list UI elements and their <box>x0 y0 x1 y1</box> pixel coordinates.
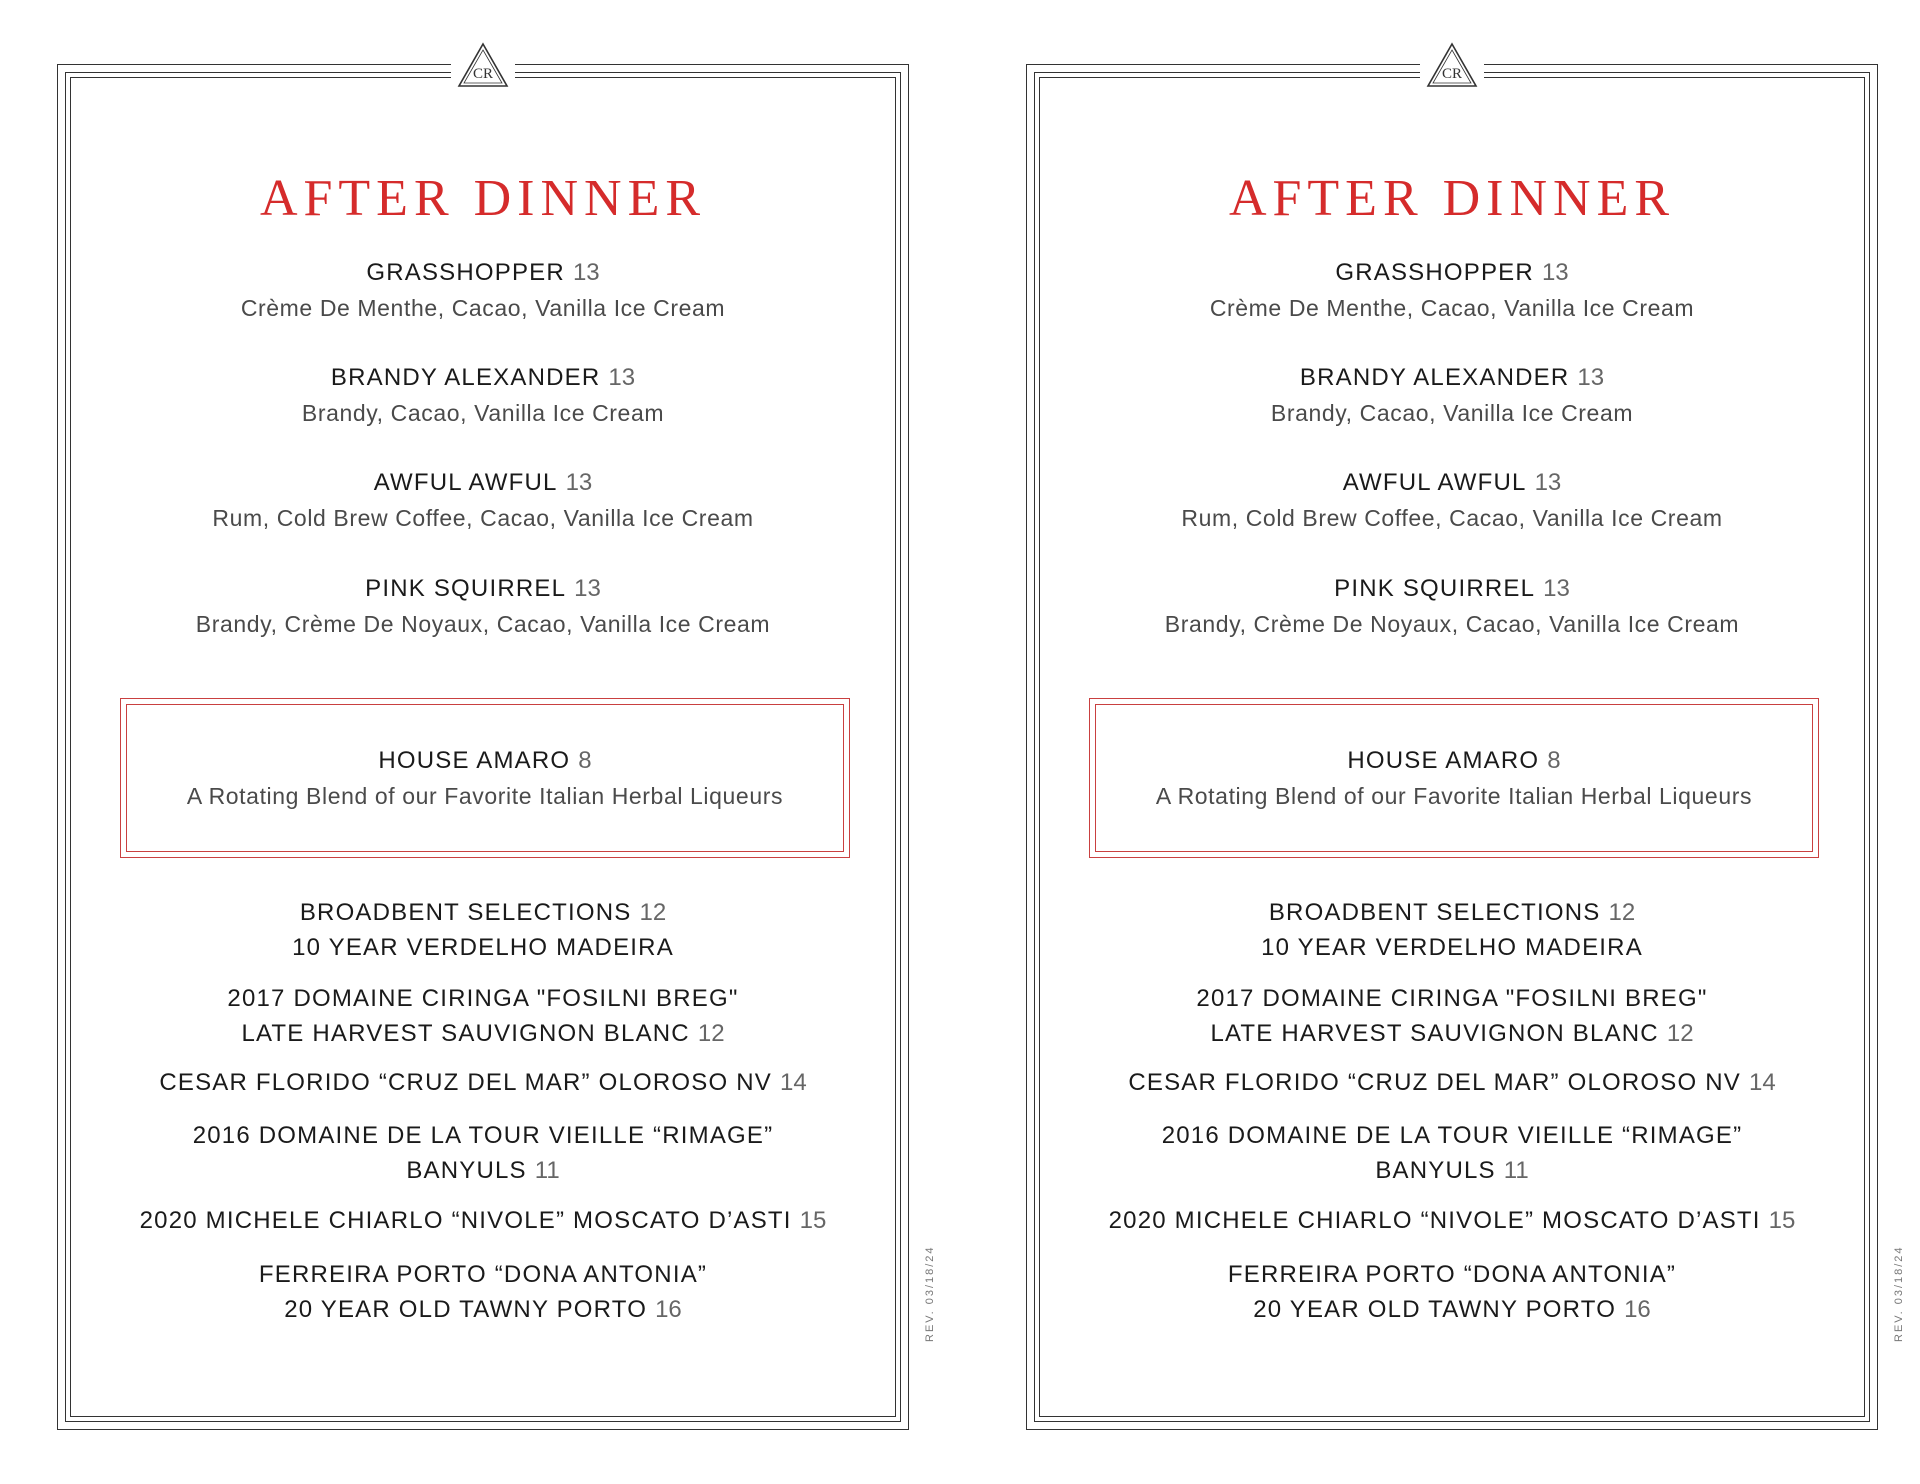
item-price: 13 <box>1543 575 1570 602</box>
wine-detail: BANYULS <box>406 1157 527 1184</box>
wine-price: 12 <box>697 1020 725 1047</box>
item-price: 8 <box>578 747 592 774</box>
item-name: GRASSHOPPER <box>1335 259 1534 286</box>
item-description: A Rotating Blend of our Favorite Italian Herbal Liqueurs <box>1155 783 1753 809</box>
wine-detail: 10 YEAR VERDELHO MADEIRA <box>1261 934 1643 961</box>
item-name: HOUSE AMARO <box>378 747 571 774</box>
wine-detail: BANYULS <box>1375 1157 1496 1184</box>
item-name: BRANDY ALEXANDER <box>330 364 601 391</box>
wine-price: 16 <box>1624 1296 1651 1323</box>
wine-price: 15 <box>1768 1207 1796 1234</box>
wine-item <box>1047 1067 1857 1102</box>
wine-name: 2020 MICHELE CHIARLO “NIVOLE” MOSCATO D’ASTI <box>139 1207 792 1234</box>
wine-detail: 20 YEAR OLD TAWNY PORTO <box>284 1296 648 1323</box>
item-price: 8 <box>1547 747 1561 774</box>
item-price: 13 <box>608 364 636 391</box>
item-description: Rum, Cold Brew Coffee, Cacao, Vanilla Ice Cream <box>212 505 754 531</box>
item-price: 13 <box>572 259 600 286</box>
item-price: 13 <box>1534 469 1562 496</box>
item-description: Brandy, Crème De Noyaux, Cacao, Vanilla Ice Cream <box>1164 611 1740 637</box>
wine-item <box>1047 1205 1857 1240</box>
wine-price: 12 <box>639 899 667 926</box>
logo-icon <box>451 37 515 93</box>
item-price: 13 <box>1541 259 1569 286</box>
item-price: 13 <box>574 575 601 602</box>
menu-card-right <box>1026 64 1878 1430</box>
wine-price: 12 <box>1666 1020 1694 1047</box>
revision-date: REV. 03/18/24 <box>924 1245 936 1342</box>
item-description: Brandy, Cacao, Vanilla Ice Cream <box>301 400 665 426</box>
wine-price: 11 <box>534 1157 560 1184</box>
wine-name: 2016 DOMAINE DE LA TOUR VIEILLE “RIMAGE” <box>1161 1122 1743 1149</box>
item-price: 13 <box>565 469 593 496</box>
item-price: 13 <box>1577 364 1605 391</box>
wine-name: 2017 DOMAINE CIRINGA "FOSILNI BREG" <box>227 985 739 1012</box>
menu-title: AFTER DINNER <box>1228 170 1676 227</box>
wine-name: BROADBENT SELECTIONS <box>1268 899 1601 926</box>
wine-detail: LATE HARVEST SAUVIGNON BLANC <box>241 1020 690 1047</box>
menu-title: AFTER DINNER <box>259 170 707 227</box>
wine-price: 15 <box>799 1207 827 1234</box>
svg-text:CR: CR <box>1441 66 1463 82</box>
wine-price: 14 <box>779 1069 807 1096</box>
wine-detail: 10 YEAR VERDELHO MADEIRA <box>292 934 674 961</box>
item-description: A Rotating Blend of our Favorite Italian Herbal Liqueurs <box>186 783 784 809</box>
wine-detail: 20 YEAR OLD TAWNY PORTO <box>1253 1296 1617 1323</box>
wine-list <box>1047 65 1857 1429</box>
item-name: PINK SQUIRREL <box>365 575 567 602</box>
item-name: AWFUL AWFUL <box>1342 469 1527 496</box>
item-description: Rum, Cold Brew Coffee, Cacao, Vanilla Ice Cream <box>1181 505 1723 531</box>
wine-price: 11 <box>1503 1157 1529 1184</box>
menu-card-left <box>57 64 909 1430</box>
wine-list <box>78 65 888 1429</box>
wine-item <box>1047 897 1857 967</box>
wine-item <box>78 1067 888 1102</box>
wine-name: CESAR FLORIDO “CRUZ DEL MAR” OLOROSO NV <box>1128 1069 1741 1096</box>
wine-price: 14 <box>1748 1069 1776 1096</box>
item-description: Brandy, Cacao, Vanilla Ice Cream <box>1270 400 1634 426</box>
item-name: AWFUL AWFUL <box>373 469 558 496</box>
wine-name: FERREIRA PORTO “DONA ANTONIA” <box>258 1261 708 1288</box>
logo-icon <box>1420 37 1484 93</box>
wine-price: 12 <box>1608 899 1636 926</box>
wine-item <box>1047 1120 1857 1190</box>
item-name: GRASSHOPPER <box>366 259 565 286</box>
item-name: PINK SQUIRREL <box>1334 575 1536 602</box>
revision-date: REV. 03/18/24 <box>1893 1245 1905 1342</box>
item-name: HOUSE AMARO <box>1347 747 1540 774</box>
wine-item <box>78 897 888 967</box>
svg-text:CR: CR <box>472 66 494 82</box>
wine-name: BROADBENT SELECTIONS <box>299 899 632 926</box>
wine-item <box>78 1120 888 1190</box>
wine-detail: LATE HARVEST SAUVIGNON BLANC <box>1210 1020 1659 1047</box>
wine-name: 2017 DOMAINE CIRINGA "FOSILNI BREG" <box>1196 985 1708 1012</box>
wine-price: 16 <box>655 1296 682 1323</box>
wine-item <box>78 1259 888 1329</box>
item-description: Crème De Menthe, Cacao, Vanilla Ice Cream <box>240 295 726 321</box>
item-name: BRANDY ALEXANDER <box>1299 364 1570 391</box>
wine-name: CESAR FLORIDO “CRUZ DEL MAR” OLOROSO NV <box>159 1069 772 1096</box>
wine-item <box>1047 1259 1857 1329</box>
item-description: Brandy, Crème De Noyaux, Cacao, Vanilla Ice Cream <box>195 611 771 637</box>
item-description: Crème De Menthe, Cacao, Vanilla Ice Cream <box>1209 295 1695 321</box>
wine-name: FERREIRA PORTO “DONA ANTONIA” <box>1227 1261 1677 1288</box>
wine-item <box>1047 983 1857 1053</box>
wine-name: 2020 MICHELE CHIARLO “NIVOLE” MOSCATO D’ASTI <box>1108 1207 1761 1234</box>
wine-item <box>78 1205 888 1240</box>
wine-name: 2016 DOMAINE DE LA TOUR VIEILLE “RIMAGE” <box>192 1122 774 1149</box>
wine-item <box>78 983 888 1053</box>
